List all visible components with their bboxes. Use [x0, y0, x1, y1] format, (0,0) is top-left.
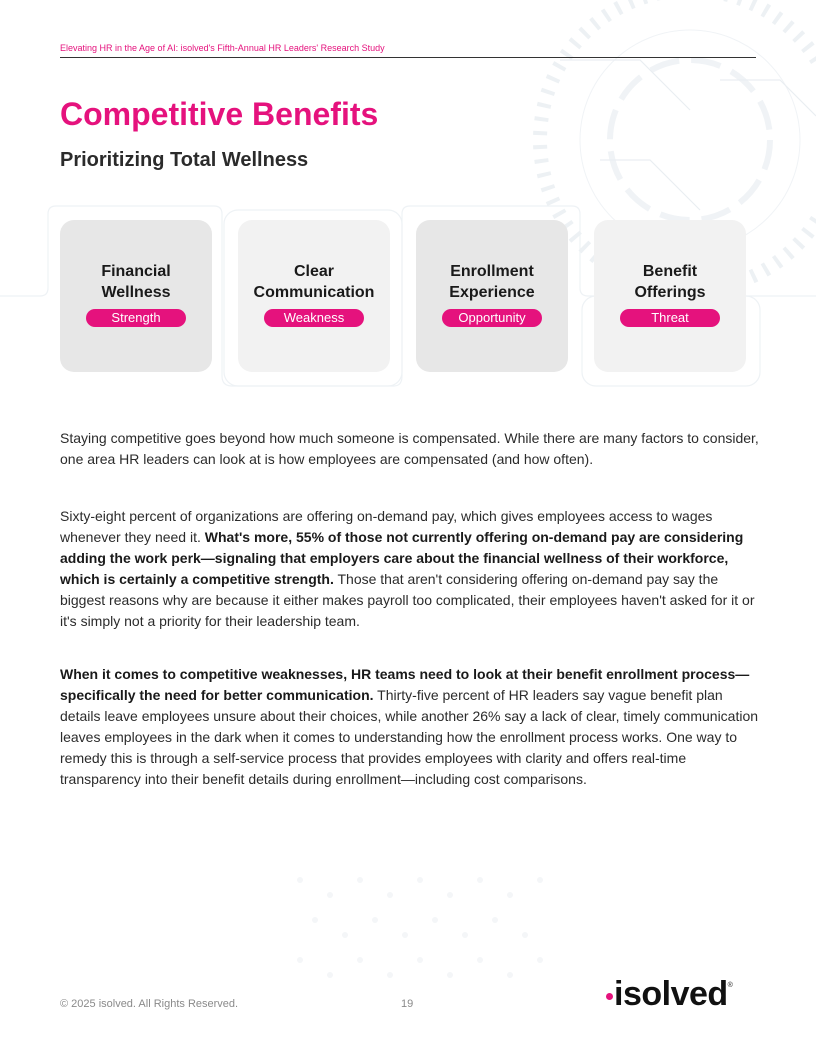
threat-badge: Threat: [620, 309, 720, 327]
card-title: Enrollment Experience: [449, 263, 535, 301]
swot-card-weakness: [238, 220, 390, 372]
card-title: Benefit Offerings: [634, 263, 706, 301]
logo-wordmark: isolved: [614, 974, 728, 1013]
card-title: Clear Communication: [253, 263, 375, 301]
running-header: Elevating HR in the Age of AI: isolved's Fifth-Annual HR Leaders' Research Study: [60, 43, 756, 58]
paragraph-text: Sixty-eight percent of organizations are offering on-demand pay, which gives employees access to wages whenever they need it.: [60, 508, 713, 545]
paragraph-weaknesses: [60, 664, 760, 790]
paragraph-on-demand-pay: [60, 506, 760, 632]
paragraph-text: Thirty-five percent of HR leaders say vague benefit plan details leave employees unsure about their choices, while another 26% say a lack of clear, timely communication leaves employees in the dark when it comes to understanding how the enrollment process works. One way to remedy this is through a self-service process that provides employees with clarity and offers real-time transparency into their benefit details during enrollment—including cost comparisons.: [60, 687, 759, 787]
paragraph-emphasis: What's more, 55% of those not currently offering on-demand pay are considering adding the work perk—signaling that employers care about the financial wellness of their workforce, which is certainly a competitive strength.: [60, 529, 744, 587]
page-title: Competitive Benefits: [60, 96, 379, 132]
weakness-badge: Weakness: [264, 309, 364, 327]
swot-card-opportunity: [416, 220, 568, 372]
swot-card-strength: [60, 220, 212, 372]
swot-card-threat: [594, 220, 746, 372]
paragraph-text: Those that aren't considering offering on-demand pay say the biggest reasons why are because it either makes payroll too complicated, their employees haven't asked for it or it's simply not a priority for their leadership team.: [60, 571, 755, 629]
opportunity-badge: Opportunity: [442, 309, 542, 327]
isolved-logo: [606, 976, 733, 1012]
page-subtitle: Prioritizing Total Wellness: [60, 149, 309, 171]
registered-icon: ®: [727, 982, 733, 989]
copyright-notice: © 2025 isolved. All Rights Reserved.: [60, 998, 239, 1010]
page-number: 19: [401, 998, 414, 1010]
logo-dot-icon: [606, 993, 613, 1000]
strength-badge: Strength: [86, 309, 186, 327]
card-title: Financial Wellness: [101, 263, 171, 301]
paragraph-emphasis: When it comes to competitive weaknesses, HR teams need to look at their benefit enrollment process—specifically the need for better communication.: [60, 666, 750, 703]
paragraph-intro: Staying competitive goes beyond how much someone is compensated. While there are many factors to consider, one area HR leaders can look at is how employees are compensated (and how often).: [60, 430, 759, 467]
